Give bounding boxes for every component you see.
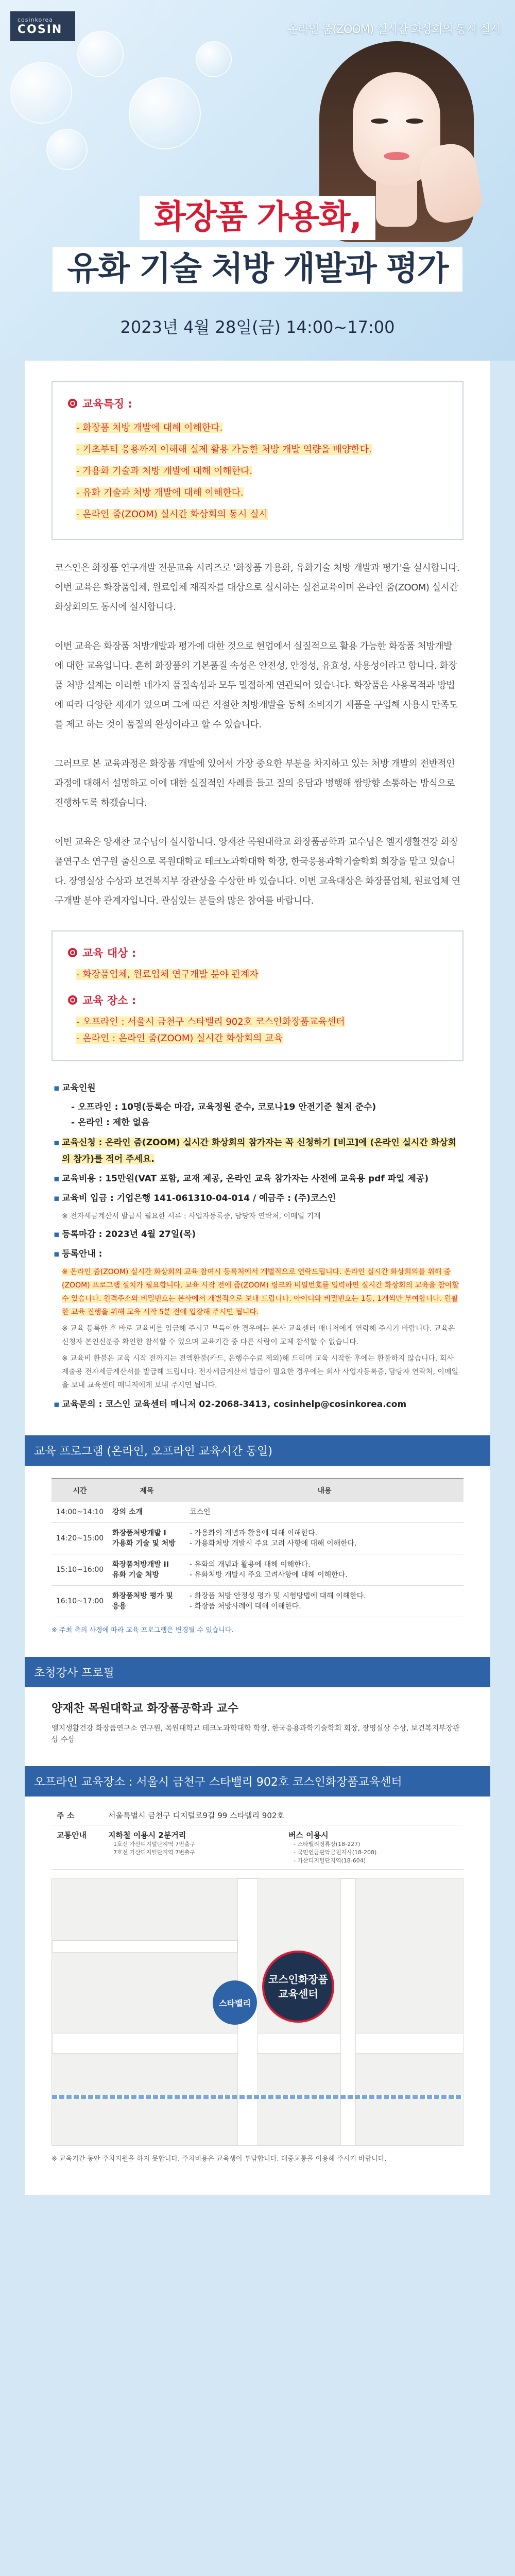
account-note: ※ 전자세금계산서 발급시 필요한 서류 : 사업자등록증, 담당자 연락처, 이메일 기재 xyxy=(62,1212,321,1221)
bubble xyxy=(46,129,88,170)
row-content: - 유화의 개념과 활용에 대해 이해한다. - 유화처방 개발시 주요 고려사항에 대해 이해한다. xyxy=(185,1554,464,1586)
features-heading: 교육특징 : xyxy=(82,398,132,410)
row-time: 16:10~17:00 xyxy=(52,1586,108,1617)
transit-row xyxy=(52,1825,464,1870)
row-content: - 화장품 처방 안정성 평가 및 시험방법에 대해 이해한다. - 화장품 처방사례에 대해 이해한다. xyxy=(185,1586,464,1617)
lecturer-heading: 초청강사 프로필 xyxy=(25,1657,490,1687)
program-note: ※ 주최 측의 사정에 따라 교육 프로그램은 변경될 수 있습니다. xyxy=(52,1626,234,1634)
location-heading: 오프라인 교육장소 : 서울시 금천구 스타밸리 902호 코스인화장품교육센터 xyxy=(25,1766,490,1797)
address-value: 서울특별시 금천구 디지털로9길 99 스타밸리 902호 xyxy=(103,1806,464,1825)
subway-line: 7호선 가산디지털단지역 7번출구 xyxy=(113,1849,196,1856)
registration-note: ※ 온라인 줌(ZOOM) 실시간 화상회의 교육 참여시 등록처에서 개별적으로 연락드립니다. 온라인 실시간 화상회의를 위해 줌(ZOOM) 프로그램 설치가 필요합니다. 교육 시작 전에 줌(ZOOM) 링크와 비밀번호를 입력하면 실시간 화상회의 교육을 참여할 수 있습니다. 원격주소와 비밀번호는 본사에서 개별적으로 보내 드립니다. 아이디와 비밀번호는 1등, 1개씩만 부여합니다. 원활한 교육 진행을 위해 교육 시작 5분 전에 입장해 주시면 됩니다. xyxy=(62,1268,459,1316)
hero-title-line-2: 유화 기술 처방 개발과 평가 xyxy=(53,247,462,292)
lecturer-name: 양재찬 목원대학교 화장품공학과 교수 xyxy=(52,1702,239,1715)
subway-line: 1호선 가산디지털단지역 7번출구 xyxy=(113,1841,196,1848)
venue-marker: 코스인화장품 교육센터 xyxy=(262,1951,334,2023)
subway-heading: 지하철 이용시 2분거리 xyxy=(108,1831,186,1840)
target-item: - 화장품업체, 원료업체 연구개발 분야 관계자 xyxy=(76,969,259,980)
info-section xyxy=(52,1080,464,1413)
target-box xyxy=(52,930,464,1061)
registration-label: ▪ 등록안내 : xyxy=(54,1246,461,1262)
brand-logo[interactable] xyxy=(10,11,75,41)
column-header: 시간 xyxy=(52,1479,108,1502)
contact-info: ▪ 교육문의 : 코스인 교육센터 매니저 02-2068-3413, cosinhelp@cosinkorea.com xyxy=(54,1396,461,1413)
capacity-item: - 오프라인 : 10명(등록순 마감, 교육정원 준수, 코로나19 안전기준 철저 준수) xyxy=(71,1102,376,1112)
feature-item: - 가용화 기술과 처방 개발에 대해 이해한다. xyxy=(76,466,253,477)
program-heading: 교육 프로그램 (온라인, 오프라인 교육시간 동일) xyxy=(25,1435,490,1466)
feature-item: - 화장품 처방 개발에 대해 이해한다. xyxy=(76,422,223,433)
deadline-info: ▪ 등록마감 : 2023년 4월 27일(목) xyxy=(54,1226,461,1243)
table-row xyxy=(52,1502,464,1523)
map-note: ※ 교육기간 동안 주차지원을 하지 못합니다. 주차비용은 교육생이 부담합니다. 대중교통을 이용해 주시기 바랍니다. xyxy=(52,2155,387,2163)
place-item: - 오프라인 : 서울시 금천구 스타밸리 902호 코스인화장품교육센터 xyxy=(76,1016,345,1027)
features-box xyxy=(52,381,464,540)
column-header: 제목 xyxy=(108,1479,185,1502)
row-title: 강의 소개 xyxy=(108,1502,185,1523)
location-map[interactable] xyxy=(52,1878,464,2146)
program-header-row xyxy=(52,1479,464,1502)
transit-label: 교통안내 xyxy=(52,1825,103,1870)
registration-note: ※ 교육 등록한 후 바로 교육비를 입금해 주시고 부득이한 경우에는 본사 교육센터 매니저에게 연락해 주시기 바랍니다. 교육은 신청자 본인신분증 확인한 참석할 수 있으며 교육기간 중 다른 사람이 교체 참석할 수 없습니다. xyxy=(62,1325,455,1346)
intro-paragraph: 이번 교육은 화장품 처방개발과 평가에 대한 것으로 현업에서 실질적으로 활용 가능한 화장품 처방개발에 대한 교육입니다. 흔히 화장품의 기본품질 속성은 안전성, 안정성, 유효성, 사용성이라고 합니다. 화장품 처방 설계는 이러한 네가지 품질속성과 모두 밀접하게 연관되어 있습니다. 화장품은 사용목적과 방법에 따라 다양한 제제가 있으며 그에 따른 적절한 처방개발을 통해 소비자가 제품을 구입해 사용시 만족도를 제고 하는 것이 품질의 완성이라고 할 수 있습니다. xyxy=(55,641,458,730)
logo-main-text: COSIN xyxy=(18,23,63,36)
table-row xyxy=(52,1523,464,1554)
bus-heading: 버스 이용시 xyxy=(288,1831,329,1840)
row-content: - 가용화의 개념과 활용에 대해 이해한다. - 가용화처방 개발시 주요 고려 사항에 대해 이해한다. xyxy=(185,1523,464,1554)
fee-info: ▪ 교육비용 : 15만원(VAT 포함, 교재 제공, 온라인 교육 참가자는 사전에 교육용 pdf 파일 제공) xyxy=(54,1171,461,1187)
apply-info: ▪ 교육신청 : 온라인 줌(ZOOM) 실시간 화상회의 참가자는 꼭 신청하기 [비고]에 (온라인 실시간 화상회의 참가)를 적어 주세요. xyxy=(54,1134,461,1167)
bubble xyxy=(77,31,124,77)
bubble xyxy=(129,77,201,149)
column-header: 내용 xyxy=(185,1479,464,1502)
account-info: ▪ 교육비 입금 : 기업은행 141-061310-04-014 / 예금주 : (주)코스인 xyxy=(54,1190,461,1207)
capacity-label: ▪ 교육인원 xyxy=(54,1080,461,1096)
features-heading-row xyxy=(68,396,447,411)
intro-paragraph: 코스인은 화장품 연구개발 전문교육 시리즈로 '화장품 가용화, 유화기술 처방 개발과 평가'을 실시합니다. 이번 교육은 화장품업체, 원료업체 재직자를 대상으로 실시하는 실전교육이며 온라인 줌(ZOOM) 실시간 화상회의도 동시에 실시합니다. xyxy=(55,563,460,613)
bubble xyxy=(10,62,72,124)
feature-item: - 유화 기술과 처방 개발에 대해 이해한다. xyxy=(76,487,244,498)
target-heading: 교육 대상 : xyxy=(82,947,136,959)
subway-info xyxy=(108,1829,278,1865)
address-row xyxy=(52,1806,464,1825)
registration-note: ※ 교육비 환불은 교육 시작 전까지는 전액환불(카드, 은행수수료 제외)해 드리며 교육 시작한 후에는 환불하지 않습니다. 회사 제출용 전자세금계산서를 발급해 드립니다. 전자세금계산서 발급이 필요한 경우에는 회사 사업자등록증, 담당자 연락처, 이메일을 보내 교육센터 매니저에게 보내 주시면 됩니다. xyxy=(62,1354,458,1389)
bus-stop: - 국민연금관악금천지사(18-208) xyxy=(294,1849,377,1856)
bus-stop: - 스타밸리정류장(18-227) xyxy=(294,1841,360,1848)
features-list xyxy=(68,417,447,526)
place-list xyxy=(68,1014,447,1047)
bus-stop: - 가산디지털단지역(18-604) xyxy=(294,1857,366,1864)
hero-banner xyxy=(0,0,515,361)
place-item: - 온라인 : 온라인 줌(ZOOM) 실시간 화상회의 교육 xyxy=(76,1033,283,1044)
logo-small-text: cosinkorea xyxy=(18,16,54,23)
target-bullet-icon xyxy=(68,995,77,1005)
row-time: 14:00~14:10 xyxy=(52,1502,108,1523)
row-content: 코스인 xyxy=(185,1502,464,1523)
feature-item: - 기초부터 응용까지 이해해 실제 활용 가능한 처방 개발 역량을 배양한다. xyxy=(76,444,372,455)
address-label: 주 소 xyxy=(52,1806,103,1825)
bubble xyxy=(196,41,232,77)
intro-paragraph: 그러므로 본 교육과정은 화장품 개발에 있어서 가장 중요한 부분을 차지하고 있는 처방 개발의 전반적인 과정에 대해서 설명하고 이에 대한 실질적인 사례를 들고 질의 응답과 병행해 쌍방향 소통하는 방식으로 진행하도록 하겠습니다. xyxy=(55,758,455,808)
table-row xyxy=(52,1586,464,1617)
transit-info xyxy=(103,1825,464,1870)
target-list xyxy=(68,967,447,983)
content-card xyxy=(25,361,490,2195)
row-title: 화장품처방개발 II 유화 기술 처방 xyxy=(108,1554,185,1586)
lecturer-bio: 엘지생활건강 화장품연구소 연구원, 목원대학교 테크노과학대학 학장, 한국응용과학기술학회 회장, 장영실상 수상, 보건복지부장관상 수상 xyxy=(52,1724,460,1744)
hero-title-line-2-wrap xyxy=(0,247,515,292)
place-heading-row xyxy=(68,992,447,1008)
map-road xyxy=(340,1878,356,2146)
target-heading-row xyxy=(68,945,447,960)
capacity-item: - 온라인 : 제한 없음 xyxy=(71,1117,150,1128)
row-time: 14:20~15:00 xyxy=(52,1523,108,1554)
feature-item: - 온라인 줌(ZOOM) 실시간 화상회의 동시 실시 xyxy=(76,509,268,520)
event-date: 2023년 4월 28일(금) 14:00~17:00 xyxy=(120,317,395,337)
station-marker: 스타밸리 xyxy=(213,1980,257,2025)
target-bullet-icon xyxy=(68,399,77,408)
target-bullet-icon xyxy=(68,948,77,957)
row-time: 15:10~16:00 xyxy=(52,1554,108,1586)
hero-subtitle: 온라인 줌(ZOOM) 실시간 화상회의 동시 실시 xyxy=(287,23,501,36)
row-title: 화장품처방 평가 및 응용 xyxy=(108,1586,185,1617)
row-title: 화장품처방개발 I 가용화 기술 및 처방 xyxy=(108,1523,185,1554)
address-table xyxy=(52,1806,464,1870)
map-road xyxy=(52,1940,237,1953)
hero-title-line-1: 화장품 가용화, xyxy=(140,196,375,240)
intro-paragraph: 이번 교육은 양재찬 교수님이 실시합니다. 양재찬 목원대학교 화장품공학과 교수님은 엘지생활건강 화장품연구소 연구원 출신으로 목원대학교 테크노과학대학 학장, 한국응용과학기술학회 회장을 맡고 있습니다. 장영실상 수상과 보건복지부 장관상을 수상한 바 있습니다. 이번 교육대상은 화장품업체, 원료업체 연구개발 분야 관계자입니다. 관심있는 분들의 많은 참여를 바랍니다. xyxy=(55,837,460,906)
table-row xyxy=(52,1554,464,1586)
place-heading: 교육 장소 : xyxy=(82,994,136,1007)
bus-info xyxy=(288,1829,458,1865)
program-table xyxy=(52,1478,464,1617)
rail-line xyxy=(52,2095,464,2099)
hero-title-line-1-wrap xyxy=(0,196,515,240)
